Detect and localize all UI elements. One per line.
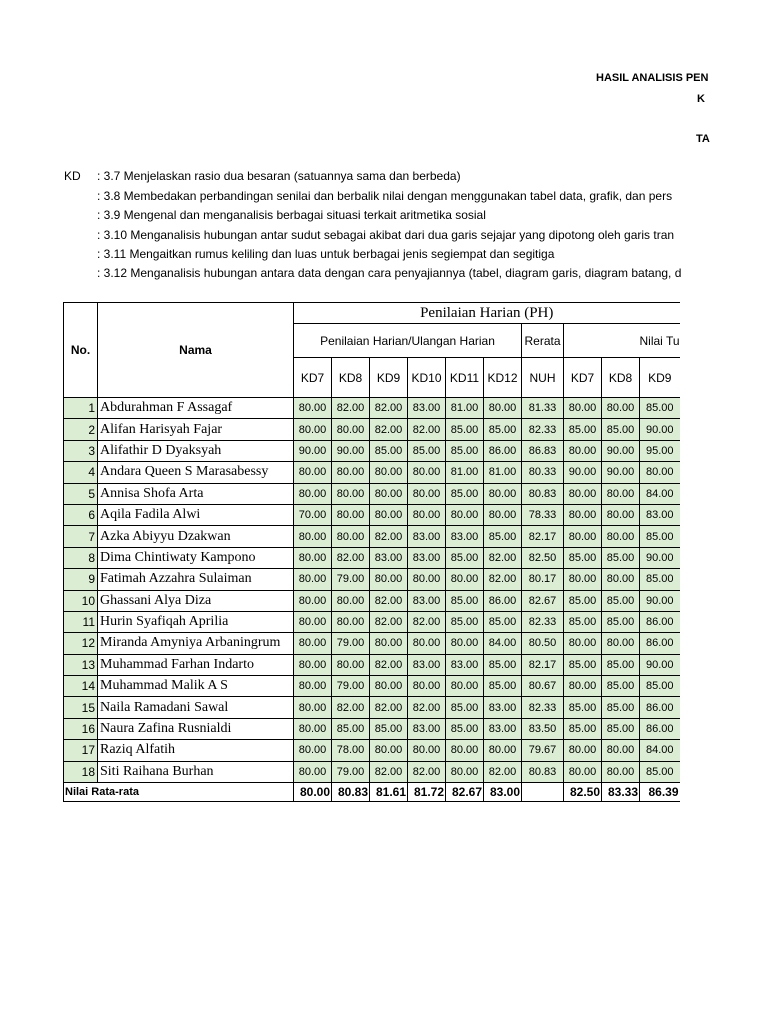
score-cell: 82.00 — [408, 611, 446, 632]
score-cell: 80.00 — [564, 633, 602, 654]
score-cell: 80.83 — [522, 761, 564, 782]
column-header-kd11: KD11 — [446, 358, 484, 398]
score-cell: 90.00 — [640, 654, 680, 675]
score-cell: 80.00 — [332, 462, 370, 483]
score-cell: 82.17 — [522, 654, 564, 675]
score-cell: 85.00 — [484, 654, 522, 675]
student-name: Siti Raihana Burhan — [98, 761, 294, 782]
score-cell: 82.00 — [332, 398, 370, 419]
score-cell: 83.00 — [408, 654, 446, 675]
score-cell: 85.00 — [408, 440, 446, 461]
row-number: 15 — [64, 697, 98, 718]
score-cell: 85.00 — [446, 718, 484, 739]
score-cell: 80.00 — [484, 483, 522, 504]
student-name: Fatimah Azzahra Sulaiman — [98, 569, 294, 590]
column-header-no: No. — [64, 303, 98, 398]
row-number: 13 — [64, 654, 98, 675]
score-cell: 90.00 — [332, 440, 370, 461]
score-cell: 85.00 — [564, 697, 602, 718]
score-cell: 80.00 — [332, 654, 370, 675]
score-cell: 80.17 — [522, 569, 564, 590]
score-cell: 82.00 — [408, 761, 446, 782]
table-row — [64, 483, 680, 504]
score-cell: 85.00 — [564, 654, 602, 675]
score-cell: 80.00 — [602, 761, 640, 782]
score-cell: 79.67 — [522, 740, 564, 761]
table-row — [64, 590, 680, 611]
score-cell: 80.00 — [294, 483, 332, 504]
score-cell: 85.00 — [446, 590, 484, 611]
score-cell: 83.00 — [446, 654, 484, 675]
score-cell: 82.00 — [332, 547, 370, 568]
kd-item: : 3.8 Membedakan perbandingan senilai dan berbalik nilai dengan menggunakan tabel data, grafik, dan pers — [97, 189, 673, 203]
average-value: 83.33 — [602, 783, 640, 802]
score-cell: 80.50 — [522, 633, 564, 654]
score-cell: 82.00 — [408, 419, 446, 440]
score-cell: 80.00 — [332, 590, 370, 611]
score-cell: 85.00 — [602, 654, 640, 675]
score-cell: 80.00 — [408, 462, 446, 483]
score-cell: 95.00 — [640, 440, 680, 461]
score-cell: 80.00 — [564, 504, 602, 525]
score-cell: 80.00 — [564, 569, 602, 590]
score-cell: 85.00 — [446, 419, 484, 440]
row-number: 10 — [64, 590, 98, 611]
score-cell: 80.00 — [294, 419, 332, 440]
score-cell: 85.00 — [640, 761, 680, 782]
score-cell: 83.00 — [408, 526, 446, 547]
score-cell: 79.00 — [332, 569, 370, 590]
score-cell: 80.00 — [484, 740, 522, 761]
student-name: Dima Chintiwaty Kampono — [98, 547, 294, 568]
row-number: 9 — [64, 569, 98, 590]
score-cell: 80.00 — [602, 740, 640, 761]
report-title-line2: K — [697, 93, 705, 105]
score-cell: 85.00 — [564, 611, 602, 632]
score-cell: 81.33 — [522, 398, 564, 419]
score-cell: 80.00 — [564, 761, 602, 782]
row-number: 5 — [64, 483, 98, 504]
score-cell: 82.50 — [522, 547, 564, 568]
student-name: Annisa Shofa Arta — [98, 483, 294, 504]
table-row — [64, 740, 680, 761]
grade-table — [63, 302, 680, 802]
score-cell: 84.00 — [640, 483, 680, 504]
score-cell: 90.00 — [564, 462, 602, 483]
average-label: Nilai Rata-rata — [64, 783, 294, 802]
score-cell: 80.00 — [370, 504, 408, 525]
score-cell: 86.00 — [640, 697, 680, 718]
table-row — [64, 654, 680, 675]
score-cell: 80.00 — [408, 569, 446, 590]
student-name: Andara Queen S Marasabessy — [98, 462, 294, 483]
score-cell: 82.67 — [522, 590, 564, 611]
report-title-line1: HASIL ANALISIS PEN — [596, 72, 709, 84]
row-number: 12 — [64, 633, 98, 654]
score-cell: 90.00 — [640, 590, 680, 611]
score-cell: 85.00 — [640, 398, 680, 419]
score-cell: 83.00 — [484, 697, 522, 718]
score-cell: 86.00 — [484, 590, 522, 611]
score-cell: 80.00 — [408, 633, 446, 654]
score-cell: 82.00 — [370, 761, 408, 782]
student-name: Muhammad Malik A S — [98, 676, 294, 697]
kd-item: : 3.9 Mengenal dan menganalisis berbagai situasi terkait aritmetika sosial — [97, 208, 486, 222]
score-cell: 85.00 — [484, 676, 522, 697]
table-row — [64, 504, 680, 525]
score-cell: 80.00 — [294, 526, 332, 547]
student-name: Miranda Amyniya Arbaningrum — [98, 633, 294, 654]
score-cell: 80.00 — [602, 633, 640, 654]
score-cell: 85.00 — [640, 569, 680, 590]
column-header-kd9: KD9 — [640, 358, 680, 398]
group-header-uh: Penilaian Harian/Ulangan Harian — [294, 324, 522, 358]
score-cell: 85.00 — [602, 419, 640, 440]
row-number: 14 — [64, 676, 98, 697]
score-cell: 85.00 — [484, 611, 522, 632]
score-cell: 80.00 — [446, 740, 484, 761]
score-cell: 80.00 — [602, 526, 640, 547]
score-cell: 83.00 — [408, 718, 446, 739]
score-cell: 82.33 — [522, 611, 564, 632]
score-cell: 80.00 — [602, 504, 640, 525]
score-cell: 80.67 — [522, 676, 564, 697]
score-cell: 80.00 — [332, 526, 370, 547]
score-cell: 86.00 — [484, 440, 522, 461]
score-cell: 79.00 — [332, 633, 370, 654]
score-cell: 84.00 — [484, 633, 522, 654]
score-cell: 84.00 — [640, 740, 680, 761]
score-cell: 82.00 — [370, 526, 408, 547]
score-cell: 80.00 — [446, 633, 484, 654]
score-cell: 81.00 — [484, 462, 522, 483]
score-cell: 80.00 — [294, 697, 332, 718]
kd-label: KD — [64, 169, 81, 183]
table-row — [64, 419, 680, 440]
score-cell: 80.00 — [564, 483, 602, 504]
student-name: Naura Zafina Rusnialdi — [98, 718, 294, 739]
column-header-kd8: KD8 — [332, 358, 370, 398]
score-cell: 80.00 — [408, 483, 446, 504]
score-cell: 85.00 — [564, 419, 602, 440]
score-cell: 80.00 — [370, 633, 408, 654]
score-cell: 82.00 — [370, 590, 408, 611]
score-cell: 80.00 — [602, 398, 640, 419]
average-row — [64, 783, 680, 802]
score-cell: 80.00 — [564, 676, 602, 697]
score-cell: 80.00 — [294, 569, 332, 590]
score-cell: 82.00 — [370, 697, 408, 718]
score-cell: 85.00 — [602, 547, 640, 568]
score-cell: 80.00 — [370, 483, 408, 504]
score-cell: 82.33 — [522, 697, 564, 718]
score-cell: 85.00 — [564, 547, 602, 568]
average-value: 83.00 — [484, 783, 522, 802]
score-cell: 82.00 — [484, 547, 522, 568]
score-cell: 85.00 — [602, 718, 640, 739]
student-name: Abdurahman F Assagaf — [98, 398, 294, 419]
score-cell: 80.00 — [408, 740, 446, 761]
score-cell: 83.00 — [640, 504, 680, 525]
score-cell: 80.00 — [370, 676, 408, 697]
score-cell: 80.00 — [294, 590, 332, 611]
score-cell: 83.00 — [408, 590, 446, 611]
score-cell: 80.00 — [294, 547, 332, 568]
score-cell: 83.00 — [446, 526, 484, 547]
table-row — [64, 676, 680, 697]
score-cell: 80.00 — [446, 676, 484, 697]
score-cell: 82.00 — [484, 761, 522, 782]
student-name: Muhammad Farhan Indarto — [98, 654, 294, 675]
column-header-kd12: KD12 — [484, 358, 522, 398]
row-number: 4 — [64, 462, 98, 483]
score-cell: 85.00 — [446, 611, 484, 632]
score-cell: 78.33 — [522, 504, 564, 525]
student-name: Azka Abiyyu Dzakwan — [98, 526, 294, 547]
score-cell: 82.00 — [370, 398, 408, 419]
score-cell: 85.00 — [602, 676, 640, 697]
score-cell: 85.00 — [484, 419, 522, 440]
score-cell: 85.00 — [640, 526, 680, 547]
score-cell: 80.00 — [294, 761, 332, 782]
score-cell: 86.00 — [640, 611, 680, 632]
student-name: Aqila Fadila Alwi — [98, 504, 294, 525]
row-number: 17 — [64, 740, 98, 761]
score-cell: 80.00 — [446, 569, 484, 590]
score-cell: 85.00 — [640, 676, 680, 697]
score-cell: 86.00 — [640, 633, 680, 654]
score-cell: 85.00 — [602, 611, 640, 632]
score-cell: 70.00 — [294, 504, 332, 525]
kd-item: : 3.7 Menjelaskan rasio dua besaran (satuannya sama dan berbeda) — [97, 169, 461, 183]
score-cell: 85.00 — [602, 697, 640, 718]
row-number: 2 — [64, 419, 98, 440]
kd-item: : 3.10 Menganalisis hubungan antar sudut sebagai akibat dari dua garis sejajar yang dipotong oleh garis tran — [97, 228, 675, 242]
score-cell: 86.83 — [522, 440, 564, 461]
table-row — [64, 398, 680, 419]
score-cell: 82.00 — [484, 569, 522, 590]
group-header-ph: Penilaian Harian (PH) — [294, 303, 680, 324]
row-number: 3 — [64, 440, 98, 461]
score-cell: 90.00 — [294, 440, 332, 461]
score-cell: 80.00 — [332, 611, 370, 632]
score-cell: 80.00 — [602, 569, 640, 590]
score-cell: 82.17 — [522, 526, 564, 547]
average-value: 82.50 — [564, 783, 602, 802]
score-cell: 90.00 — [640, 419, 680, 440]
score-cell: 80.00 — [294, 611, 332, 632]
score-cell: 82.00 — [370, 654, 408, 675]
row-number: 6 — [64, 504, 98, 525]
score-cell: 85.00 — [446, 440, 484, 461]
score-cell: 83.00 — [408, 547, 446, 568]
score-cell: 85.00 — [446, 483, 484, 504]
average-value — [522, 783, 564, 802]
score-cell: 83.00 — [484, 718, 522, 739]
score-cell: 86.00 — [640, 718, 680, 739]
score-cell: 80.00 — [370, 740, 408, 761]
column-header-kd8: KD8 — [602, 358, 640, 398]
score-cell: 80.00 — [564, 440, 602, 461]
score-cell: 80.00 — [332, 504, 370, 525]
score-cell: 80.00 — [294, 633, 332, 654]
score-cell: 80.00 — [294, 718, 332, 739]
table-row — [64, 761, 680, 782]
table-row — [64, 547, 680, 568]
student-name: Raziq Alfatih — [98, 740, 294, 761]
score-cell: 80.00 — [294, 654, 332, 675]
average-value: 80.00 — [294, 783, 332, 802]
table-row — [64, 569, 680, 590]
row-number: 7 — [64, 526, 98, 547]
score-cell: 85.00 — [332, 718, 370, 739]
table-row — [64, 611, 680, 632]
table-row — [64, 526, 680, 547]
score-cell: 80.00 — [332, 419, 370, 440]
score-cell: 80.00 — [564, 526, 602, 547]
score-cell: 80.00 — [408, 504, 446, 525]
score-cell: 80.00 — [564, 740, 602, 761]
score-cell: 80.00 — [294, 740, 332, 761]
row-number: 16 — [64, 718, 98, 739]
student-name: Alifathir D Dyaksyah — [98, 440, 294, 461]
score-cell: 80.00 — [408, 676, 446, 697]
score-cell: 80.00 — [602, 483, 640, 504]
score-cell: 80.00 — [294, 462, 332, 483]
score-cell: 85.00 — [564, 590, 602, 611]
score-cell: 80.83 — [522, 483, 564, 504]
score-cell: 80.00 — [640, 462, 680, 483]
score-cell: 90.00 — [602, 440, 640, 461]
column-header-kd7: KD7 — [564, 358, 602, 398]
score-cell: 82.00 — [370, 419, 408, 440]
kd-item: : 3.11 Mengaitkan rumus keliling dan luas untuk berbagai jenis segiempat dan segitiga — [97, 247, 555, 261]
score-cell: 79.00 — [332, 761, 370, 782]
score-cell: 80.00 — [370, 569, 408, 590]
average-value: 81.72 — [408, 783, 446, 802]
column-header-nama: Nama — [98, 303, 294, 398]
score-cell: 85.00 — [446, 697, 484, 718]
score-cell: 80.00 — [446, 761, 484, 782]
score-cell: 82.00 — [408, 697, 446, 718]
score-cell: 79.00 — [332, 676, 370, 697]
score-cell: 85.00 — [370, 440, 408, 461]
score-cell: 83.50 — [522, 718, 564, 739]
student-name: Alifan Harisyah Fajar — [98, 419, 294, 440]
student-name: Ghassani Alya Diza — [98, 590, 294, 611]
average-value: 86.39 — [640, 783, 680, 802]
table-row — [64, 697, 680, 718]
score-cell: 85.00 — [484, 526, 522, 547]
score-cell: 85.00 — [370, 718, 408, 739]
average-value: 80.83 — [332, 783, 370, 802]
score-cell: 80.00 — [564, 398, 602, 419]
column-header-kd9: KD9 — [370, 358, 408, 398]
table-row — [64, 718, 680, 739]
score-cell: 80.33 — [522, 462, 564, 483]
score-cell: 80.00 — [484, 398, 522, 419]
average-value: 82.67 — [446, 783, 484, 802]
score-cell: 81.00 — [446, 398, 484, 419]
score-cell: 83.00 — [370, 547, 408, 568]
group-header-tugas: Nilai Tu — [564, 324, 680, 358]
score-cell: 90.00 — [602, 462, 640, 483]
score-cell: 90.00 — [640, 547, 680, 568]
score-cell: 80.00 — [294, 676, 332, 697]
score-cell: 83.00 — [408, 398, 446, 419]
kd-item: : 3.12 Menganalisis hubungan antara data dengan cara penyajiannya (tabel, diagram garis, diagram batang, d — [97, 266, 682, 280]
score-cell: 80.00 — [484, 504, 522, 525]
score-cell: 85.00 — [446, 547, 484, 568]
score-cell: 85.00 — [564, 718, 602, 739]
group-header-rerata: Rerata — [522, 324, 564, 358]
score-cell: 81.00 — [446, 462, 484, 483]
score-cell: 82.33 — [522, 419, 564, 440]
score-cell: 80.00 — [446, 504, 484, 525]
score-cell: 80.00 — [294, 398, 332, 419]
row-number: 1 — [64, 398, 98, 419]
average-value: 81.61 — [370, 783, 408, 802]
score-cell: 82.00 — [370, 611, 408, 632]
row-number: 11 — [64, 611, 98, 632]
row-number: 18 — [64, 761, 98, 782]
column-header-kd7: KD7 — [294, 358, 332, 398]
row-number: 8 — [64, 547, 98, 568]
score-cell: 82.00 — [332, 697, 370, 718]
student-name: Hurin Syafiqah Aprilia — [98, 611, 294, 632]
score-cell: 80.00 — [332, 483, 370, 504]
report-title-line3: TA — [696, 133, 710, 145]
column-header-nuh: NUH — [522, 358, 564, 398]
table-row — [64, 633, 680, 654]
table-row — [64, 462, 680, 483]
student-name: Naila Ramadani Sawal — [98, 697, 294, 718]
score-cell: 78.00 — [332, 740, 370, 761]
column-header-kd10: KD10 — [408, 358, 446, 398]
table-row — [64, 440, 680, 461]
score-cell: 80.00 — [370, 462, 408, 483]
score-cell: 85.00 — [602, 590, 640, 611]
